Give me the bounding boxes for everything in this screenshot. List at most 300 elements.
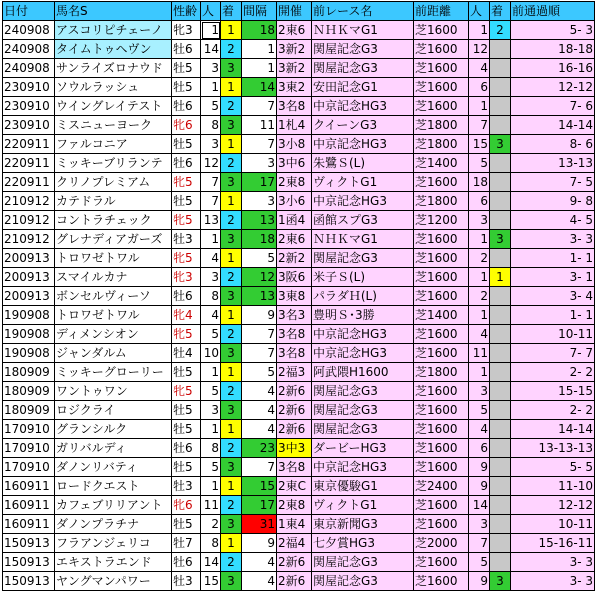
cell-horse-name: フラアンジェリコ xyxy=(55,534,172,553)
cell-finish: 3 xyxy=(221,287,242,306)
cell-prev-finish xyxy=(490,116,511,135)
cell-prev-popularity: 4 xyxy=(469,59,490,78)
cell-prev-race: 阿武隈H1600 xyxy=(312,363,414,382)
cell-prev-passing: 5- 3 xyxy=(511,21,595,40)
cell-prev-passing: 13-13 xyxy=(511,154,595,173)
cell-finish: 1 xyxy=(221,363,242,382)
cell-popularity: 10 xyxy=(201,344,221,363)
cell-interval: 13 xyxy=(242,211,277,230)
cell-prev-popularity: 18 xyxy=(469,173,490,192)
cell-interval: 11 xyxy=(242,116,277,135)
cell-date: 240908 xyxy=(3,21,55,40)
cell-sex-age: 牡4 xyxy=(172,344,201,363)
cell-interval: 3 xyxy=(242,154,277,173)
cell-prev-popularity: 4 xyxy=(469,420,490,439)
cell-popularity: 7 xyxy=(201,192,221,211)
cell-date: 190908 xyxy=(3,344,55,363)
cell-prev-race: 関屋記念G3 xyxy=(312,249,414,268)
cell-popularity: 4 xyxy=(201,306,221,325)
cell-prev-popularity: 6 xyxy=(469,192,490,211)
cell-date: 180909 xyxy=(3,363,55,382)
cell-date: 220911 xyxy=(3,154,55,173)
table-row xyxy=(3,78,595,97)
cell-prev-popularity: 4 xyxy=(469,325,490,344)
cell-prev-race: 七夕賞HG3 xyxy=(312,534,414,553)
table-row xyxy=(3,116,595,135)
cell-prev-race: 安田記念G1 xyxy=(312,78,414,97)
cell-prev-popularity: 1 xyxy=(469,230,490,249)
cell-finish: 2 xyxy=(221,496,242,515)
cell-finish: 2 xyxy=(221,268,242,287)
cell-meeting: 2東8 xyxy=(277,173,312,192)
cell-prev-passing: 16-16 xyxy=(511,59,595,78)
cell-prev-passing: 5- 5 xyxy=(511,458,595,477)
cell-prev-passing: 14-14 xyxy=(511,116,595,135)
cell-horse-name: アスコリピチェーノ xyxy=(55,21,172,40)
header-prev-popularity: 人 xyxy=(469,2,490,21)
cell-prev-distance: 芝1200 xyxy=(414,211,469,230)
table-row xyxy=(3,287,595,306)
cell-prev-distance: 芝1600 xyxy=(414,268,469,287)
cell-prev-distance: 芝1600 xyxy=(414,515,469,534)
cell-finish: 2 xyxy=(221,97,242,116)
cell-finish: 2 xyxy=(221,211,242,230)
cell-finish: 3 xyxy=(221,230,242,249)
cell-horse-name: ヤングマンパワー xyxy=(55,572,172,591)
cell-prev-distance: 芝2400 xyxy=(414,477,469,496)
cell-finish: 3 xyxy=(221,515,242,534)
header-date: 日付 xyxy=(3,2,55,21)
table-row xyxy=(3,344,595,363)
table-row xyxy=(3,572,595,591)
cell-interval: 7 xyxy=(242,135,277,154)
cell-prev-distance: 芝1600 xyxy=(414,59,469,78)
cell-sex-age: 牝6 xyxy=(172,496,201,515)
cell-prev-race: 朱鷺Ｓ(L) xyxy=(312,154,414,173)
cell-prev-finish: 2 xyxy=(490,21,511,40)
cell-meeting: 3名8 xyxy=(277,458,312,477)
cell-horse-name: ディメンシオン xyxy=(55,325,172,344)
cell-prev-distance: 芝1600 xyxy=(414,458,469,477)
cell-interval: 15 xyxy=(242,477,277,496)
cell-prev-finish xyxy=(490,249,511,268)
cell-prev-popularity: 11 xyxy=(469,344,490,363)
cell-meeting: 3中6 xyxy=(277,154,312,173)
cell-prev-popularity: 1 xyxy=(469,363,490,382)
cell-prev-popularity: 12 xyxy=(469,40,490,59)
cell-prev-finish xyxy=(490,78,511,97)
cell-sex-age: 牡5 xyxy=(172,420,201,439)
cell-sex-age: 牝5 xyxy=(172,325,201,344)
cell-prev-popularity: 7 xyxy=(469,116,490,135)
cell-prev-race: 関屋記念G3 xyxy=(312,59,414,78)
cell-prev-race: 関屋記念G3 xyxy=(312,382,414,401)
cell-prev-race: 中京記念HG3 xyxy=(312,192,414,211)
cell-interval: 1 xyxy=(242,40,277,59)
cell-prev-finish xyxy=(490,40,511,59)
cell-date: 170910 xyxy=(3,420,55,439)
table-row xyxy=(3,154,595,173)
cell-horse-name: ジャンダルム xyxy=(55,344,172,363)
cell-sex-age: 牡6 xyxy=(172,97,201,116)
cell-prev-distance: 芝1600 xyxy=(414,78,469,97)
cell-date: 190908 xyxy=(3,306,55,325)
header-prev-passing: 前通過順 xyxy=(511,2,595,21)
cell-prev-popularity: 5 xyxy=(469,553,490,572)
cell-sex-age: 牝5 xyxy=(172,211,201,230)
cell-prev-race: 東京優駿G1 xyxy=(312,477,414,496)
table-row xyxy=(3,97,595,116)
cell-popularity: 7 xyxy=(201,173,221,192)
cell-date: 230910 xyxy=(3,78,55,97)
cell-prev-race: 東京新聞G3 xyxy=(312,515,414,534)
cell-finish: 1 xyxy=(221,21,242,40)
cell-meeting: 2新6 xyxy=(277,401,312,420)
cell-prev-distance: 芝1600 xyxy=(414,401,469,420)
cell-horse-name: ダノンプラチナ xyxy=(55,515,172,534)
cell-sex-age: 牡6 xyxy=(172,287,201,306)
cell-finish: 3 xyxy=(221,344,242,363)
cell-prev-finish xyxy=(490,534,511,553)
cell-interval: 4 xyxy=(242,420,277,439)
cell-horse-name: ソウルラッシュ xyxy=(55,78,172,97)
cell-finish: 1 xyxy=(221,306,242,325)
cell-horse-name: カフェブリリアント xyxy=(55,496,172,515)
cell-prev-passing: 15-15 xyxy=(511,382,595,401)
cell-prev-passing: 11-10 xyxy=(511,477,595,496)
cell-finish: 3 xyxy=(221,116,242,135)
cell-finish: 1 xyxy=(221,249,242,268)
cell-interval: 17 xyxy=(242,496,277,515)
cell-prev-distance: 芝1400 xyxy=(414,154,469,173)
cell-popularity: 3 xyxy=(201,59,221,78)
cell-interval: 9 xyxy=(242,306,277,325)
cell-interval: 13 xyxy=(242,287,277,306)
cell-meeting: 2新6 xyxy=(277,382,312,401)
cell-finish: 3 xyxy=(221,458,242,477)
header-popularity: 人 xyxy=(201,2,221,21)
cell-date: 150913 xyxy=(3,572,55,591)
cell-sex-age: 牡3 xyxy=(172,230,201,249)
cell-finish: 2 xyxy=(221,553,242,572)
cell-prev-passing: 15-16-11 xyxy=(511,534,595,553)
cell-date: 160911 xyxy=(3,477,55,496)
cell-sex-age: 牡7 xyxy=(172,534,201,553)
table-row xyxy=(3,325,595,344)
header-finish: 着 xyxy=(221,2,242,21)
cell-date: 220911 xyxy=(3,173,55,192)
cell-prev-passing: 9- 8 xyxy=(511,192,595,211)
cell-prev-race: 関屋記念G3 xyxy=(312,40,414,59)
cell-popularity: 5 xyxy=(201,97,221,116)
cell-meeting: 3阪6 xyxy=(277,268,312,287)
cell-meeting: 3東8 xyxy=(277,287,312,306)
table-row xyxy=(3,59,595,78)
cell-prev-finish xyxy=(490,287,511,306)
cell-popularity: 13 xyxy=(201,211,221,230)
cell-prev-finish xyxy=(490,59,511,78)
cell-prev-popularity: 2 xyxy=(469,249,490,268)
cell-prev-finish xyxy=(490,344,511,363)
cell-popularity: 11 xyxy=(201,496,221,515)
cell-finish: 1 xyxy=(221,534,242,553)
cell-horse-name: ガリバルディ xyxy=(55,439,172,458)
cell-prev-finish xyxy=(490,363,511,382)
cell-interval: 5 xyxy=(242,249,277,268)
cell-interval: 4 xyxy=(242,572,277,591)
cell-meeting: 1札4 xyxy=(277,116,312,135)
cell-date: 240908 xyxy=(3,59,55,78)
table-row xyxy=(3,230,595,249)
cell-prev-distance: 芝1800 xyxy=(414,192,469,211)
cell-interval: 12 xyxy=(242,268,277,287)
table-row xyxy=(3,211,595,230)
cell-prev-finish xyxy=(490,401,511,420)
cell-prev-passing: 13-13-13 xyxy=(511,439,595,458)
cell-meeting: 3小8 xyxy=(277,135,312,154)
cell-prev-race: ダービーHG3 xyxy=(312,439,414,458)
cell-popularity: 8 xyxy=(201,439,221,458)
cell-horse-name: ロードクエスト xyxy=(55,477,172,496)
cell-prev-distance: 芝1600 xyxy=(414,97,469,116)
cell-horse-name: ロジクライ xyxy=(55,401,172,420)
cell-horse-name: グランシルク xyxy=(55,420,172,439)
cell-prev-distance: 芝1600 xyxy=(414,572,469,591)
race-history-table-wrapper xyxy=(2,1,595,591)
cell-prev-distance: 芝1600 xyxy=(414,40,469,59)
cell-prev-passing: 1- 1 xyxy=(511,306,595,325)
cell-prev-race: クイーンG3 xyxy=(312,116,414,135)
cell-horse-name: ミスニューヨーク xyxy=(55,116,172,135)
header-interval: 間隔 xyxy=(242,2,277,21)
cell-sex-age: 牡3 xyxy=(172,477,201,496)
cell-prev-finish xyxy=(490,173,511,192)
cell-sex-age: 牝4 xyxy=(172,306,201,325)
header-prev-finish: 着 xyxy=(490,2,511,21)
cell-horse-name: ワントゥワン xyxy=(55,382,172,401)
cell-horse-name: トロワゼトワル xyxy=(55,249,172,268)
table-row xyxy=(3,477,595,496)
cell-prev-race: 米子Ｓ(L) xyxy=(312,268,414,287)
cell-sex-age: 牡6 xyxy=(172,154,201,173)
cell-horse-name: トロワゼトワル xyxy=(55,306,172,325)
cell-prev-passing: 4- 5 xyxy=(511,211,595,230)
cell-popularity: 14 xyxy=(201,553,221,572)
table-row xyxy=(3,496,595,515)
cell-finish: 1 xyxy=(221,135,242,154)
cell-prev-passing: 14-14 xyxy=(511,420,595,439)
cell-interval: 7 xyxy=(242,344,277,363)
cell-prev-race: 中京記念HG3 xyxy=(312,97,414,116)
cell-prev-passing: 10-11 xyxy=(511,515,595,534)
cell-meeting: 3中3 xyxy=(277,439,312,458)
cell-meeting: 2東6 xyxy=(277,230,312,249)
cell-prev-popularity: 6 xyxy=(469,78,490,97)
cell-date: 240908 xyxy=(3,40,55,59)
cell-interval: 4 xyxy=(242,382,277,401)
cell-meeting: 3新2 xyxy=(277,40,312,59)
cell-meeting: 3東2 xyxy=(277,78,312,97)
cell-date: 180909 xyxy=(3,382,55,401)
cell-interval: 3 xyxy=(242,192,277,211)
cell-prev-popularity: 1 xyxy=(469,306,490,325)
cell-interval: 18 xyxy=(242,21,277,40)
cell-prev-popularity: 3 xyxy=(469,515,490,534)
cell-interval: 31 xyxy=(242,515,277,534)
cell-meeting: 1函4 xyxy=(277,211,312,230)
cell-date: 210912 xyxy=(3,211,55,230)
cell-meeting: 2新6 xyxy=(277,553,312,572)
header-row xyxy=(3,2,595,21)
header-prev-race: 前レース名 xyxy=(312,2,414,21)
cell-popularity: 5 xyxy=(201,325,221,344)
cell-finish: 2 xyxy=(221,40,242,59)
cell-prev-distance: 芝1600 xyxy=(414,230,469,249)
cell-meeting: 2福3 xyxy=(277,363,312,382)
cell-interval: 18 xyxy=(242,230,277,249)
cell-popularity: 1 xyxy=(201,363,221,382)
cell-sex-age: 牝3 xyxy=(172,21,201,40)
cell-date: 210912 xyxy=(3,192,55,211)
cell-date: 160911 xyxy=(3,515,55,534)
cell-sex-age: 牝5 xyxy=(172,382,201,401)
cell-sex-age: 牡5 xyxy=(172,59,201,78)
cell-meeting: 2東6 xyxy=(277,21,312,40)
cell-prev-distance: 芝1800 xyxy=(414,135,469,154)
cell-finish: 1 xyxy=(221,192,242,211)
cell-sex-age: 牝5 xyxy=(172,249,201,268)
cell-prev-distance: 芝1600 xyxy=(414,344,469,363)
cell-horse-name: スマイルカナ xyxy=(55,268,172,287)
cell-date: 200913 xyxy=(3,249,55,268)
cell-interval: 4 xyxy=(242,401,277,420)
cell-popularity: 1 xyxy=(201,420,221,439)
cell-prev-popularity: 9 xyxy=(469,572,490,591)
cell-meeting: 2東C xyxy=(277,477,312,496)
cell-meeting: 3名3 xyxy=(277,306,312,325)
cell-prev-race: 中京記念HG3 xyxy=(312,344,414,363)
cell-horse-name: カテドラル xyxy=(55,192,172,211)
cell-horse-name: ミッキーブリランテ xyxy=(55,154,172,173)
cell-prev-passing: 1- 1 xyxy=(511,249,595,268)
cell-meeting: 3名8 xyxy=(277,97,312,116)
cell-sex-age: 牡3 xyxy=(172,572,201,591)
cell-interval: 14 xyxy=(242,78,277,97)
table-body xyxy=(3,21,595,591)
cell-popularity: 5 xyxy=(201,458,221,477)
cell-prev-popularity: 2 xyxy=(469,287,490,306)
cell-finish: 3 xyxy=(221,572,242,591)
cell-prev-finish xyxy=(490,496,511,515)
cell-horse-name: ボンセルヴィーソ xyxy=(55,287,172,306)
cell-meeting: 3新2 xyxy=(277,59,312,78)
cell-sex-age: 牡6 xyxy=(172,40,201,59)
cell-prev-distance: 芝1600 xyxy=(414,325,469,344)
cell-finish: 3 xyxy=(221,59,242,78)
cell-prev-race: ＮＨＫマG1 xyxy=(312,230,414,249)
cell-sex-age: 牡5 xyxy=(172,458,201,477)
cell-prev-finish xyxy=(490,97,511,116)
cell-prev-passing: 2- 2 xyxy=(511,401,595,420)
cell-horse-name: グレナディアガーズ xyxy=(55,230,172,249)
cell-prev-passing: 7- 7 xyxy=(511,344,595,363)
cell-interval: 9 xyxy=(242,534,277,553)
table-row xyxy=(3,306,595,325)
cell-popularity: 8 xyxy=(201,116,221,135)
cell-prev-passing: 3- 3 xyxy=(511,230,595,249)
cell-interval: 7 xyxy=(242,458,277,477)
cell-prev-popularity: 3 xyxy=(469,382,490,401)
cell-prev-finish xyxy=(490,458,511,477)
cell-horse-name: ウイングレイテスト xyxy=(55,97,172,116)
cell-popularity: 1 xyxy=(201,477,221,496)
cell-prev-race: 関屋記念G3 xyxy=(312,420,414,439)
header-meeting: 開催 xyxy=(277,2,312,21)
cell-prev-passing: 18-18 xyxy=(511,40,595,59)
cell-interval: 23 xyxy=(242,439,277,458)
cell-prev-race: 中京記念HG3 xyxy=(312,325,414,344)
table-row xyxy=(3,534,595,553)
cell-prev-distance: 芝1600 xyxy=(414,21,469,40)
cell-popularity: 1 xyxy=(201,21,221,40)
cell-prev-race: 豊明Ｓ･3勝 xyxy=(312,306,414,325)
cell-prev-race: 関屋記念G3 xyxy=(312,572,414,591)
cell-popularity: 12 xyxy=(201,154,221,173)
table-row xyxy=(3,21,595,40)
race-history-table xyxy=(2,1,595,591)
cell-interval: 4 xyxy=(242,553,277,572)
cell-prev-passing: 3- 4 xyxy=(511,287,595,306)
cell-prev-distance: 芝1800 xyxy=(414,116,469,135)
cell-prev-finish xyxy=(490,515,511,534)
cell-prev-race: パラダＨ(L) xyxy=(312,287,414,306)
table-row xyxy=(3,401,595,420)
cell-date: 150913 xyxy=(3,534,55,553)
cell-prev-popularity: 5 xyxy=(469,154,490,173)
cell-popularity: 4 xyxy=(201,249,221,268)
cell-finish: 3 xyxy=(221,173,242,192)
table-row xyxy=(3,173,595,192)
cell-prev-finish: 1 xyxy=(490,268,511,287)
cell-interval: 7 xyxy=(242,325,277,344)
cell-prev-finish: 3 xyxy=(490,572,511,591)
cell-horse-name: ミッキーグローリー xyxy=(55,363,172,382)
cell-popularity: 1 xyxy=(201,230,221,249)
cell-horse-name: クリノプレミアム xyxy=(55,173,172,192)
cell-prev-finish xyxy=(490,154,511,173)
cell-prev-finish xyxy=(490,420,511,439)
table-row xyxy=(3,420,595,439)
cell-prev-distance: 芝1400 xyxy=(414,306,469,325)
cell-date: 230910 xyxy=(3,116,55,135)
cell-prev-distance: 芝1600 xyxy=(414,249,469,268)
cell-prev-finish: 3 xyxy=(490,135,511,154)
cell-finish: 1 xyxy=(221,477,242,496)
cell-finish: 2 xyxy=(221,382,242,401)
cell-prev-popularity: 5 xyxy=(469,401,490,420)
cell-prev-distance: 芝1600 xyxy=(414,382,469,401)
cell-prev-finish xyxy=(490,306,511,325)
cell-prev-finish xyxy=(490,477,511,496)
cell-prev-passing: 12-12 xyxy=(511,78,595,97)
cell-prev-popularity: 6 xyxy=(469,439,490,458)
cell-prev-popularity: 14 xyxy=(469,496,490,515)
cell-interval: 1 xyxy=(242,59,277,78)
cell-date: 170910 xyxy=(3,458,55,477)
cell-meeting: 1東4 xyxy=(277,515,312,534)
cell-prev-race: 函館スプG3 xyxy=(312,211,414,230)
cell-prev-popularity: 9 xyxy=(469,458,490,477)
